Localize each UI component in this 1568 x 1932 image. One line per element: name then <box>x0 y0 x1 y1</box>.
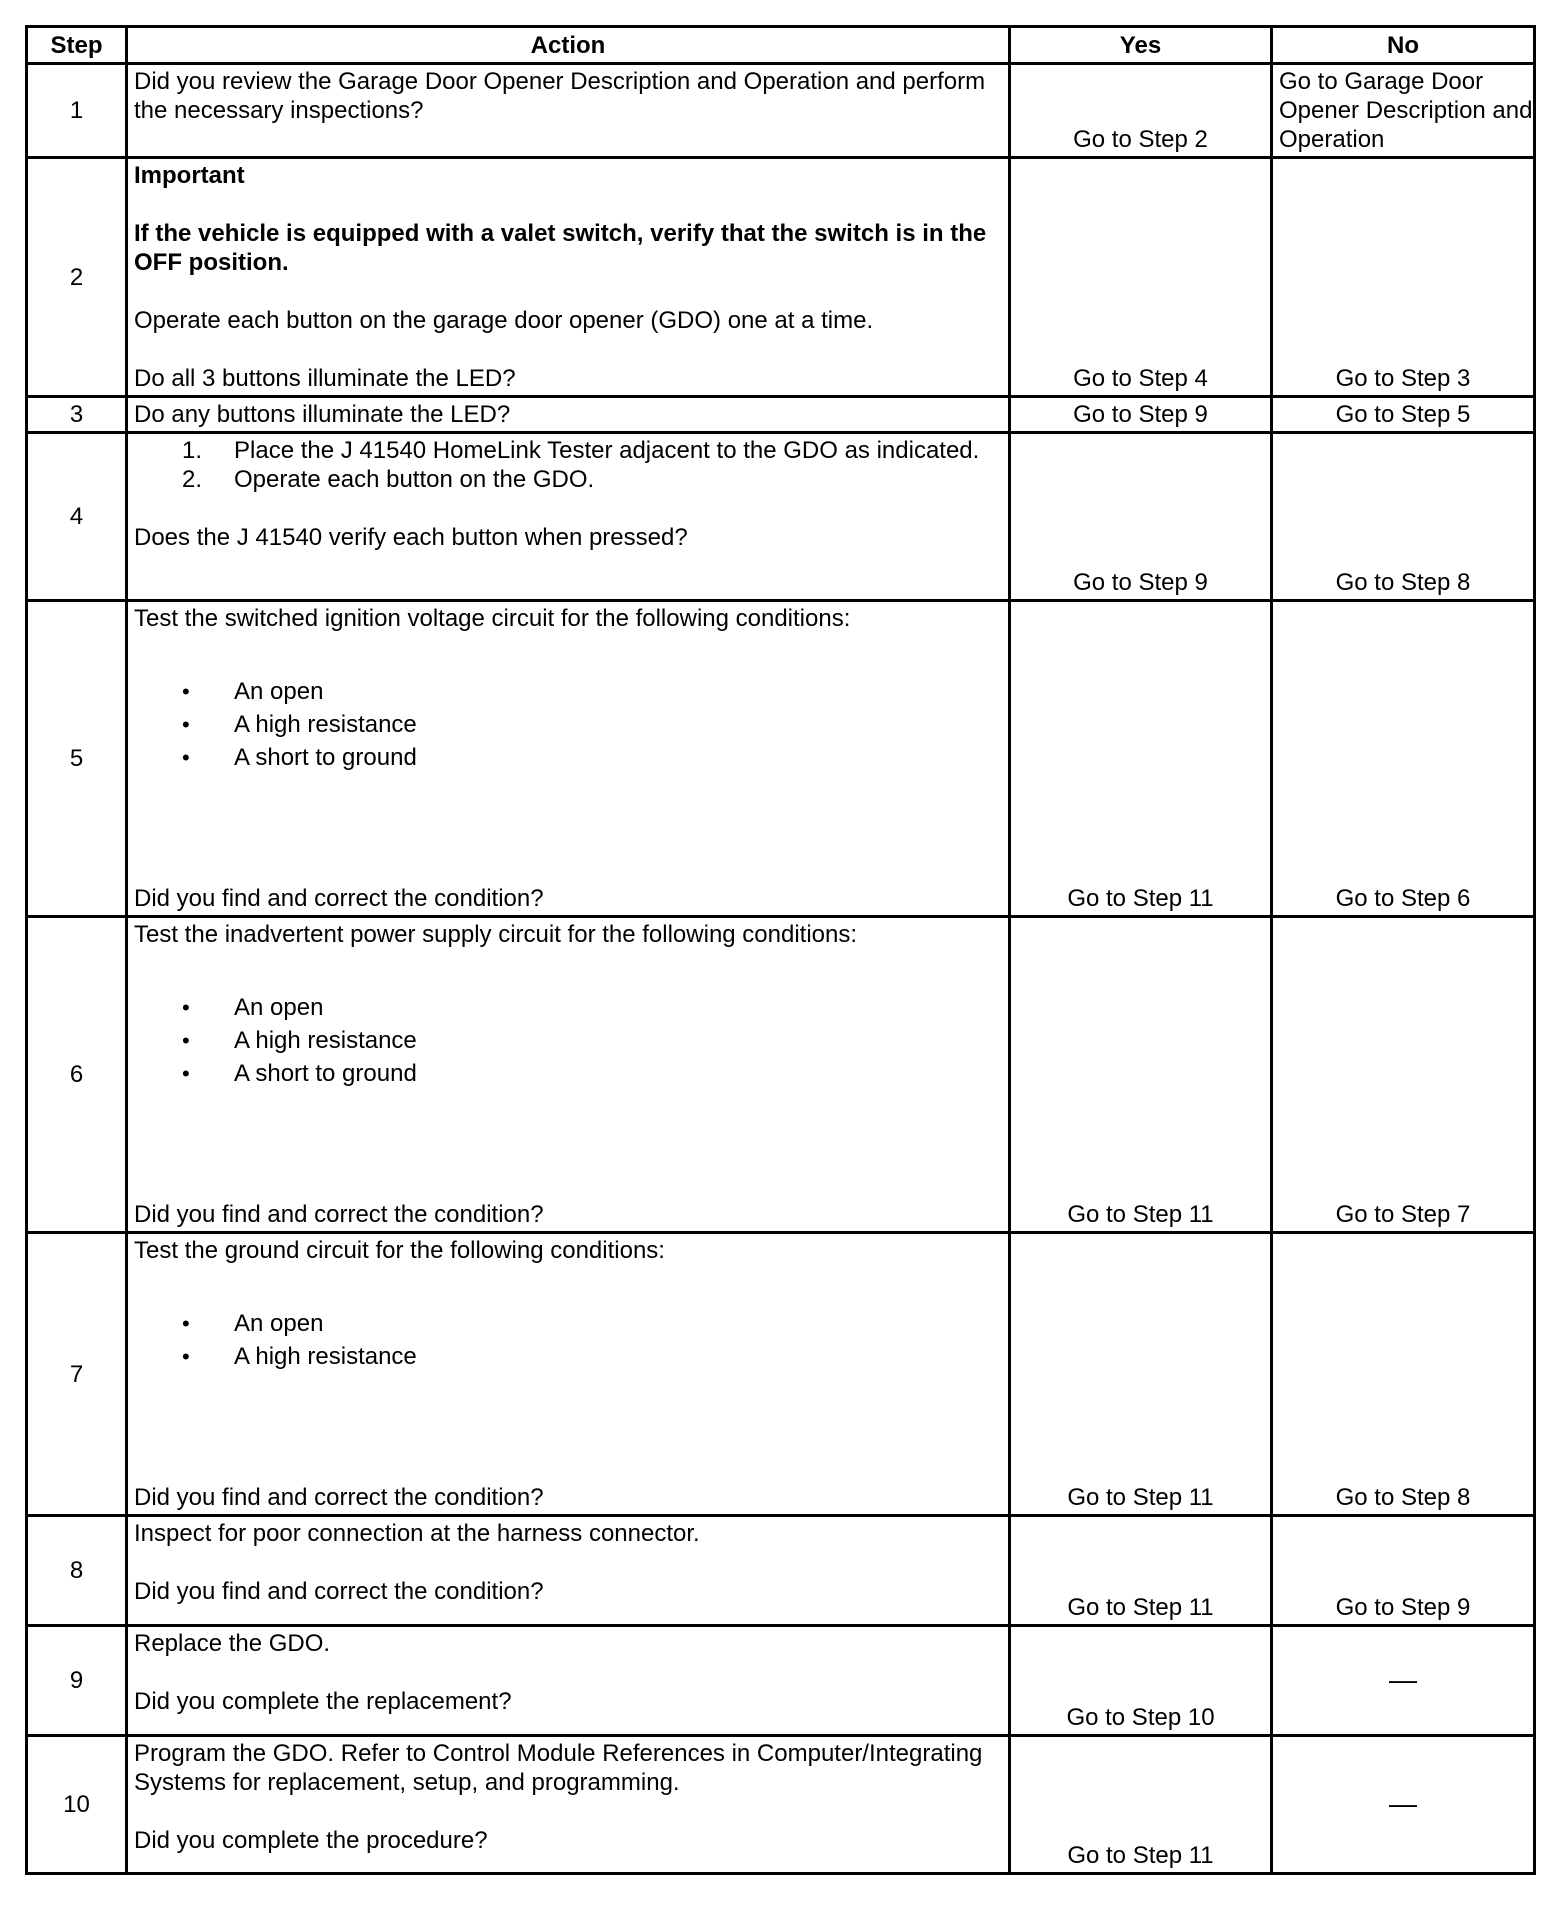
step-number: 4 <box>27 433 127 601</box>
action-intro: Replace the GDO. <box>134 1630 331 1657</box>
step-number: 7 <box>27 1233 127 1516</box>
table-row <box>27 1626 1535 1736</box>
no-cell: Go to Step 8 <box>1272 1233 1535 1516</box>
action-instruction: Operate each button on the garage door opener (GDO) one at a time. <box>134 307 874 334</box>
table-row <box>27 1516 1535 1626</box>
table-row <box>27 917 1535 1233</box>
action-cell <box>127 397 1010 433</box>
action-cell <box>127 1516 1010 1626</box>
table-row <box>27 64 1535 158</box>
action-cell <box>127 433 1010 601</box>
bullet-list <box>134 675 1002 774</box>
header-no: No <box>1272 27 1535 64</box>
action-question: Did you find and correct the condition? <box>134 1484 544 1511</box>
no-cell: Go to Step 7 <box>1272 917 1535 1233</box>
list-item-text: An open <box>234 1310 324 1337</box>
list-item-text: An open <box>234 678 324 705</box>
table-row <box>27 1736 1535 1874</box>
list-item-text: A high resistance <box>234 1027 417 1054</box>
no-cell: — <box>1272 1626 1535 1736</box>
yes-cell: Go to Step 11 <box>1010 601 1272 917</box>
action-cell <box>127 1736 1010 1874</box>
yes-cell: Go to Step 11 <box>1010 1736 1272 1874</box>
list-item <box>134 1307 1002 1340</box>
list-item <box>134 991 1002 1024</box>
action-intro: Program the GDO. Refer to Control Module References in Computer/Integrating Systems for replacement, setup, and programming. <box>134 1740 983 1796</box>
no-cell: — <box>1272 1736 1535 1874</box>
header-yes: Yes <box>1010 27 1272 64</box>
bullet-icon: • <box>182 712 190 737</box>
list-marker: 1. <box>182 437 203 464</box>
action-question: Do all 3 buttons illuminate the LED? <box>134 365 516 392</box>
step-number: 6 <box>27 917 127 1233</box>
list-item <box>134 1340 1002 1373</box>
no-cell: Go to Step 5 <box>1272 397 1535 433</box>
action-intro: Test the ground circuit for the following conditions: <box>134 1237 665 1264</box>
action-question: Did you find and correct the condition? <box>134 885 544 912</box>
yes-cell: Go to Step 10 <box>1010 1626 1272 1736</box>
list-item <box>134 708 1002 741</box>
table-row <box>27 1233 1535 1516</box>
bullet-icon: • <box>182 995 190 1020</box>
bullet-icon: • <box>182 1311 190 1336</box>
header-step: Step <box>27 27 127 64</box>
action-cell <box>127 917 1010 1233</box>
list-item-text: Place the J 41540 HomeLink Tester adjacent to the GDO as indicated. <box>234 437 980 464</box>
list-item-text: A high resistance <box>234 1343 417 1370</box>
yes-cell: Go to Step 11 <box>1010 917 1272 1233</box>
list-item-text: Operate each button on the GDO. <box>234 466 595 493</box>
no-cell: Go to Step 8 <box>1272 433 1535 601</box>
header-action: Action <box>127 27 1010 64</box>
step-number: 5 <box>27 601 127 917</box>
action-question: Does the J 41540 verify each button when pressed? <box>134 524 688 551</box>
yes-cell: Go to Step 2 <box>1010 64 1272 158</box>
bullet-list <box>134 1307 1002 1373</box>
step-number: 2 <box>27 158 127 397</box>
no-cell: Go to Step 3 <box>1272 158 1535 397</box>
list-item <box>134 465 1002 494</box>
action-cell <box>127 1233 1010 1516</box>
step-number: 3 <box>27 397 127 433</box>
action-cell <box>127 1626 1010 1736</box>
yes-cell: Go to Step 11 <box>1010 1516 1272 1626</box>
yes-cell: Go to Step 4 <box>1010 158 1272 397</box>
list-item-text: A short to ground <box>234 744 417 771</box>
bullet-icon: • <box>182 1344 190 1369</box>
action-question: Did you complete the replacement? <box>134 1688 512 1715</box>
list-item <box>134 1024 1002 1057</box>
list-item <box>134 1057 1002 1090</box>
bullet-icon: • <box>182 1028 190 1053</box>
step-number: 1 <box>27 64 127 158</box>
table-row <box>27 158 1535 397</box>
list-marker: 2. <box>182 466 203 493</box>
list-item-text: A short to ground <box>234 1060 417 1087</box>
yes-cell: Go to Step 11 <box>1010 1233 1272 1516</box>
table-row <box>27 601 1535 917</box>
step-number: 8 <box>27 1516 127 1626</box>
bullet-icon: • <box>182 745 190 770</box>
action-question: Did you complete the procedure? <box>134 1827 488 1854</box>
yes-cell: Go to Step 9 <box>1010 397 1272 433</box>
bullet-icon: • <box>182 1061 190 1086</box>
list-item <box>134 741 1002 774</box>
table-row <box>27 433 1535 601</box>
action-question: Did you find and correct the condition? <box>134 1578 544 1605</box>
important-note: If the vehicle is equipped with a valet switch, verify that the switch is in the OFF position. <box>134 220 987 276</box>
no-cell: Go to Step 9 <box>1272 1516 1535 1626</box>
action-intro: Test the inadvertent power supply circuit for the following conditions: <box>134 921 858 948</box>
table-row <box>27 397 1535 433</box>
header-row <box>27 27 1535 64</box>
action-question: Did you find and correct the condition? <box>134 1201 544 1228</box>
action-intro: Inspect for poor connection at the harness connector. <box>134 1520 700 1547</box>
bullet-icon: • <box>182 679 190 704</box>
list-item-text: An open <box>234 994 324 1021</box>
action-cell <box>127 158 1010 397</box>
step-number: 9 <box>27 1626 127 1736</box>
action-question: Do any buttons illuminate the LED? <box>134 401 511 428</box>
step-number: 10 <box>27 1736 127 1874</box>
action-intro: Test the switched ignition voltage circuit for the following conditions: <box>134 605 851 632</box>
list-item <box>134 675 1002 708</box>
no-cell: Go to Garage Door Opener Description and Operation <box>1272 64 1535 158</box>
list-item <box>134 436 1002 465</box>
yes-cell: Go to Step 9 <box>1010 433 1272 601</box>
no-cell: Go to Step 6 <box>1272 601 1535 917</box>
numbered-list <box>134 436 1002 494</box>
important-label: Important <box>134 162 245 189</box>
action-cell <box>127 64 1010 158</box>
diagnostic-table <box>25 25 1536 1875</box>
list-item-text: A high resistance <box>234 711 417 738</box>
action-text: Did you review the Garage Door Opener Description and Operation and perform the necessary inspections? <box>134 68 986 124</box>
bullet-list <box>134 991 1002 1090</box>
action-cell <box>127 601 1010 917</box>
